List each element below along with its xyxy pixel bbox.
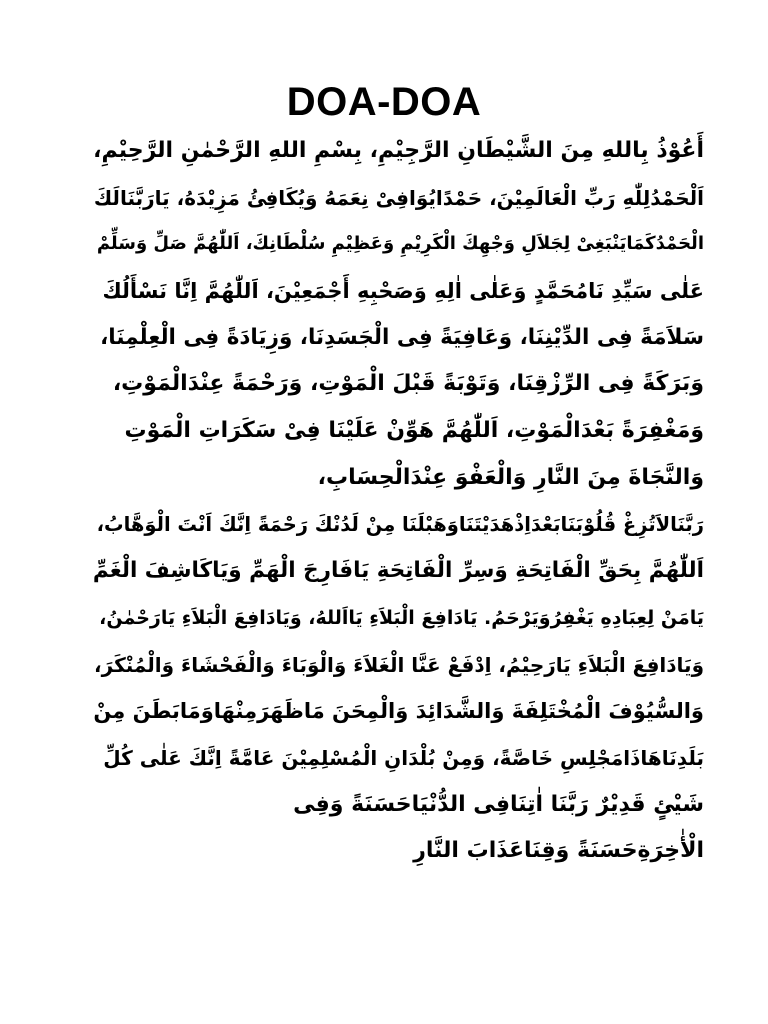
prayer-line: اَللّٰهُمَّ بِحَقِّ الْفَاتِحَةِ وَسِرِّ الْفَاتِحَةِ يَافَارِجَ الْهَمِّ وَيَاكَاشِفَ الْغَمِّ	[92, 558, 704, 584]
prayer-line: اَلْحَمْدُلِلّٰهِ رَبِّ الْعَالَمِيْنَ، حَمْدًايُوَافِىْ نِعَمَهُ وَيُكَافِئُ مَزِيْدَهُ، يَارَبَّنَالَكَ	[93, 185, 704, 210]
prayer-line: يَامَنْ لِعِبَادِهِ يَغْفِرُوَيَرْحَمُ. يَادَافِعَ الْبَلاَءِ يَااَللهُ، وَيَادَافِعَ الْبَلاَءِ يَارَحْمٰنُ،	[99, 606, 704, 629]
document-title: DOA-DOA	[286, 80, 482, 124]
prayer-line: وَمَغْفِرَةً بَعْدَالْمَوْتِ، اَللّٰهُمَّ هَوِّنْ عَلَيْنَا فِىْ سَكَرَاتِ الْمَوْتِ	[124, 418, 704, 444]
prayer-text	[92, 128, 704, 875]
prayer-line: وَالسُّيُوْفَ الْمُخْتَلِفَةَ وَالشَّدَائِدَ وَالْمِحَنَ مَاظَهَرَمِنْهَاوَمَابَطَنَ مِنْ	[93, 699, 704, 724]
prayer-line: شَيْئٍ قَدِيْرٌ رَبَّنَا اٰتِنَافِى الدُّنْيَاحَسَنَةً وَفِى	[293, 791, 704, 817]
prayer-line: بَلَدِنَاهَاذَامَجْلِسِ خَاصَّةً، وَمِنْ بُلْدَانِ الْمُسْلِمِيْنَ عَامَّةً اِنَّكَ عَلٰى كُلِّ	[103, 745, 704, 770]
prayer-line: وَيَادَافِعَ الْبَلاَءِ يَارَحِيْمُ، اِدْفَعْ عَنَّا الْغَلاَءَ وَالْوَبَاءَ وَالْفَحْشَاءَ وَالْمُنْكَرَ،	[94, 652, 704, 677]
prayer-line: سَلاَمَةً فِى الدِّيْنِنَا، وَعَافِيَةً فِى الْجَسَدِنَا، وَزِيَادَةً فِى الْعِلْمِنَا،	[100, 324, 704, 350]
prayer-line: أَعُوْذُ بِاللهِ مِنَ الشَّيْطَانِ الرَّجِيْمِ، بِسْمِ اللهِ الرَّحْمٰنِ الرَّحِيْمِ،	[93, 138, 704, 163]
prayer-line: رَبَّنَالاَتُزِغْ قُلُوْبَنَابَعْدَاِذْهَدَيْتَنَاوَهَبْلَنَا مِنْ لَدُنْكَ رَحْمَةً اِنَّكَ اَنْتَ الْوَهَّابُ،	[96, 512, 704, 536]
prayer-line: عَلٰى سَيِّدِ نَامُحَمَّدٍ وَعَلٰى اٰلِهِ وَصَحْبِهِ أَجْمَعِيْنَ، اَللّٰهُمَّ اِنَّا نَسْأَلُكَ	[102, 279, 704, 304]
prayer-line: وَالنَّجَاةَ مِنَ النَّارِ وَالْعَفْوَ عِنْدَالْحِسَابِ،	[317, 464, 704, 490]
prayer-line: وَبَرَكَةً فِى الرِّزْقِنَا، وَتَوْبَةً قَبْلَ الْمَوْتِ، وَرَحْمَةً عِنْدَالْمَوْتِ،	[112, 371, 704, 397]
prayer-line: الْأٰخِرَةِحَسَنَةً وَقِنَاعَذَابَ النَّارِ	[413, 838, 704, 864]
prayer-line: الْحَمْدُكَمَايَنْبَغِىْ لِجَلاَلِ وَجْهِكَ الْكَرِيْمِ وَعَظِيْمِ سُلْطَانِكَ، اَللّٰهُمَّ صَلِّ وَسَلِّمْ	[96, 233, 704, 255]
